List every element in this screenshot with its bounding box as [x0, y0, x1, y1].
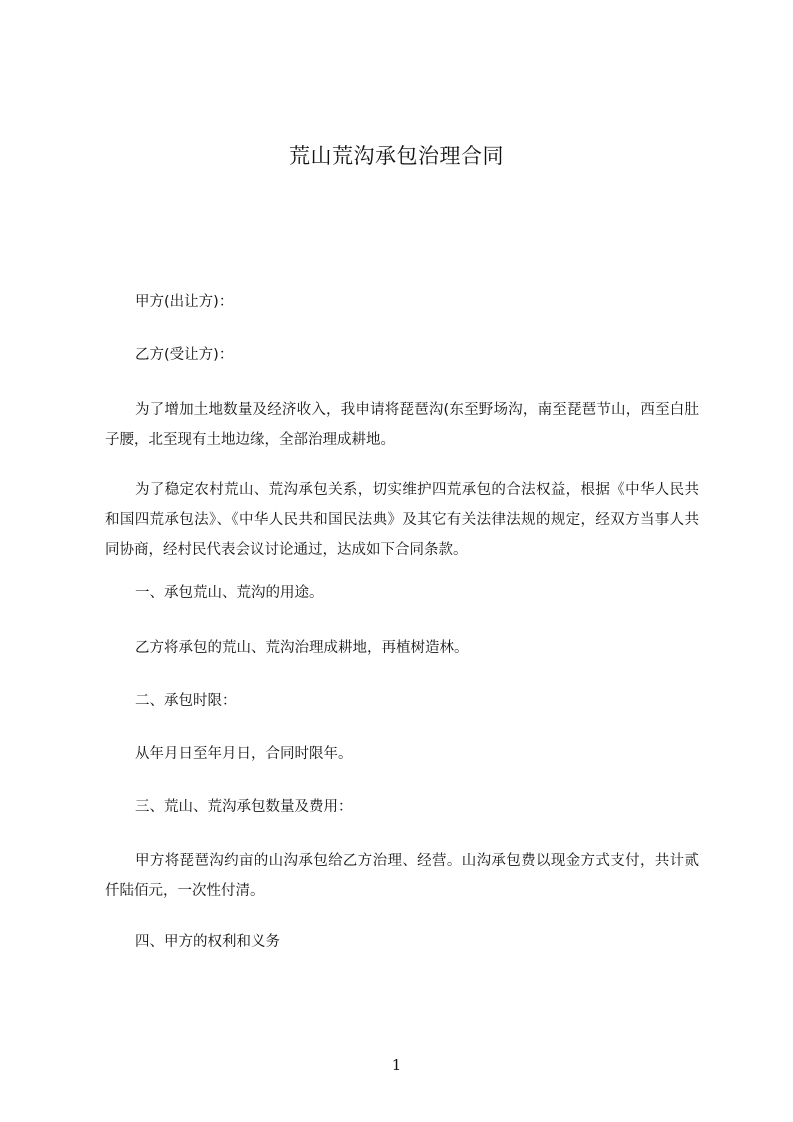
- legal-basis-paragraph: [105, 475, 699, 565]
- application-paragraph: [105, 395, 699, 455]
- paragraph-text: 为了稳定农村荒山、荒沟承包关系，切实维护四荒承包的合法权益，根据《中华人民共和国四荒承包法》、《中华人民共和国民法典》及其它有关法律法规的规定，经双方当事人共同协商，经村民代表会议讨论通过，达成如下合同条款。: [105, 482, 699, 558]
- paragraph-text: 一、承包荒山、荒沟的用途。: [135, 585, 324, 601]
- section-3-content: [105, 846, 699, 906]
- paragraph-text: 乙方将承包的荒山、荒沟治理成耕地，再植树造林。: [135, 640, 469, 656]
- paragraph-text: 为了增加土地数量及经济收入，我申请将琵琶沟(东至野场沟，南至琵琶节山，西至白肚子腰，北至现有土地边缘，全部治理成耕地。: [105, 402, 699, 448]
- party-a-paragraph: [105, 287, 699, 317]
- document-title: 荒山荒沟承包治理合同: [289, 144, 504, 168]
- paragraph-text: 甲方(出让方)：: [135, 294, 234, 310]
- section-3-heading: [105, 792, 699, 822]
- page-number: 1: [391, 1056, 402, 1074]
- paragraph-text: 二、承包时限：: [135, 693, 237, 709]
- section-2-heading: [105, 686, 699, 716]
- paragraph-text: 三、荒山、荒沟承包数量及费用：: [135, 799, 353, 815]
- section-2-content: [105, 739, 699, 769]
- party-b-paragraph: [105, 340, 699, 370]
- paragraph-text: 乙方(受让方)：: [135, 347, 234, 363]
- paragraph-text: 从年月日至年月日，合同时限年。: [135, 746, 353, 762]
- section-1-heading: [105, 578, 699, 608]
- paragraph-text: 四、甲方的权利和义务: [135, 934, 280, 950]
- paragraph-text: 甲方将琵琶沟约亩的山沟承包给乙方治理、经营。山沟承包费以现金方式支付，共计贰仟陆佰元，一次性付清。: [105, 853, 699, 899]
- section-1-content: [105, 633, 699, 663]
- section-4-heading: [105, 927, 699, 957]
